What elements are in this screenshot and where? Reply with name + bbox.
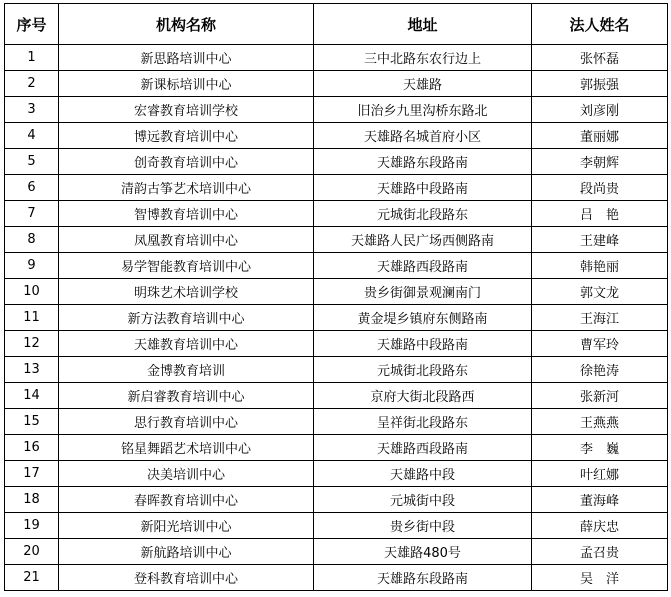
table-row: [5, 565, 668, 591]
legal-representative-cell: 郭振强: [532, 71, 668, 97]
row-index-cell: 13: [5, 357, 59, 383]
address-cell: 天雄路西段路南: [314, 435, 532, 461]
legal-representative-cell: 段尚贵: [532, 175, 668, 201]
legal-representative-cell: 徐艳涛: [532, 357, 668, 383]
institution-name-cell: 宏睿教育培训学校: [59, 97, 314, 123]
row-index-cell: 16: [5, 435, 59, 461]
row-index-cell: 20: [5, 539, 59, 565]
address-cell: 旧治乡九里沟桥东路北: [314, 97, 532, 123]
address-cell: 天雄路480号: [314, 539, 532, 565]
institution-name-cell: 思行教育培训中心: [59, 409, 314, 435]
row-index-cell: 21: [5, 565, 59, 591]
table-row: [5, 487, 668, 513]
row-index-cell: 9: [5, 253, 59, 279]
address-cell: 呈祥街北段路东: [314, 409, 532, 435]
institution-name-cell: 新启睿教育培训中心: [59, 383, 314, 409]
table-body: [5, 45, 668, 591]
institution-name-cell: 天雄教育培训中心: [59, 331, 314, 357]
legal-representative-cell: 吴 洋: [532, 565, 668, 591]
address-cell: 天雄路人民广场西侧路南: [314, 227, 532, 253]
row-index-cell: 15: [5, 409, 59, 435]
legal-representative-cell: 张新河: [532, 383, 668, 409]
table-row: [5, 305, 668, 331]
legal-representative-cell: 董丽娜: [532, 123, 668, 149]
row-index-cell: 10: [5, 279, 59, 305]
institution-name-cell: 新航路培训中心: [59, 539, 314, 565]
legal-representative-cell: 孟召贵: [532, 539, 668, 565]
table-row: [5, 201, 668, 227]
row-index-cell: 11: [5, 305, 59, 331]
legal-representative-cell: 吕 艳: [532, 201, 668, 227]
address-cell: 贵乡街御景观澜南门: [314, 279, 532, 305]
address-cell: 天雄路中段路南: [314, 331, 532, 357]
document-wrapper: [4, 3, 667, 591]
legal-representative-cell: 曹军玲: [532, 331, 668, 357]
row-index-cell: 19: [5, 513, 59, 539]
table-row: [5, 279, 668, 305]
address-cell: 天雄路西段路南: [314, 253, 532, 279]
legal-representative-cell: 刘彦刚: [532, 97, 668, 123]
legal-representative-cell: 张怀磊: [532, 45, 668, 71]
institution-name-cell: 新方法教育培训中心: [59, 305, 314, 331]
table-row: [5, 383, 668, 409]
institution-name-cell: 新课标培训中心: [59, 71, 314, 97]
institution-name-cell: 决美培训中心: [59, 461, 314, 487]
institution-name-cell: 春晖教育培训中心: [59, 487, 314, 513]
row-index-cell: 2: [5, 71, 59, 97]
table-header: [5, 4, 668, 45]
legal-representative-cell: 郭文龙: [532, 279, 668, 305]
address-cell: 黄金堤乡镇府东侧路南: [314, 305, 532, 331]
table-row: [5, 45, 668, 71]
institution-name-cell: 明珠艺术培训学校: [59, 279, 314, 305]
table-row: [5, 435, 668, 461]
legal-representative-cell: 王海江: [532, 305, 668, 331]
legal-representative-cell: 薛庆忠: [532, 513, 668, 539]
legal-representative-cell: 王燕燕: [532, 409, 668, 435]
legal-representative-cell: 叶红娜: [532, 461, 668, 487]
row-index-cell: 3: [5, 97, 59, 123]
institution-name-cell: 金博教育培训: [59, 357, 314, 383]
row-index-cell: 8: [5, 227, 59, 253]
table-row: [5, 513, 668, 539]
address-cell: 天雄路中段: [314, 461, 532, 487]
header-institution-name: 机构名称: [59, 4, 314, 45]
row-index-cell: 4: [5, 123, 59, 149]
row-index-cell: 1: [5, 45, 59, 71]
address-cell: 天雄路中段路南: [314, 175, 532, 201]
table-row: [5, 227, 668, 253]
address-cell: 贵乡街中段: [314, 513, 532, 539]
header-legal-representative: 法人姓名: [532, 4, 668, 45]
table-row: [5, 539, 668, 565]
address-cell: 元城街北段路东: [314, 357, 532, 383]
institution-name-cell: 创奇教育培训中心: [59, 149, 314, 175]
legal-representative-cell: 韩艳丽: [532, 253, 668, 279]
table-row: [5, 97, 668, 123]
legal-representative-cell: 王建峰: [532, 227, 668, 253]
institution-name-cell: 易学智能教育培训中心: [59, 253, 314, 279]
legal-representative-cell: 李朝辉: [532, 149, 668, 175]
institution-name-cell: 凤凰教育培训中心: [59, 227, 314, 253]
address-cell: 天雄路东段路南: [314, 149, 532, 175]
institution-name-cell: 清韵古筝艺术培训中心: [59, 175, 314, 201]
address-cell: 三中北路东农行边上: [314, 45, 532, 71]
row-index-cell: 18: [5, 487, 59, 513]
address-cell: 天雄路: [314, 71, 532, 97]
table-row: [5, 461, 668, 487]
institution-name-cell: 登科教育培训中心: [59, 565, 314, 591]
table-row: [5, 357, 668, 383]
table-row: [5, 123, 668, 149]
address-cell: 元城街中段: [314, 487, 532, 513]
legal-representative-cell: 董海峰: [532, 487, 668, 513]
table-row: [5, 409, 668, 435]
address-cell: 天雄路名城首府小区: [314, 123, 532, 149]
legal-representative-cell: 李 巍: [532, 435, 668, 461]
institution-name-cell: 铭星舞蹈艺术培训中心: [59, 435, 314, 461]
institution-name-cell: 新阳光培训中心: [59, 513, 314, 539]
row-index-cell: 5: [5, 149, 59, 175]
table-row: [5, 175, 668, 201]
row-index-cell: 7: [5, 201, 59, 227]
address-cell: 京府大街北段路西: [314, 383, 532, 409]
header-address: 地址: [314, 4, 532, 45]
training-institutions-table: [4, 3, 668, 591]
table-row: [5, 331, 668, 357]
table-row: [5, 253, 668, 279]
row-index-cell: 6: [5, 175, 59, 201]
table-row: [5, 71, 668, 97]
row-index-cell: 12: [5, 331, 59, 357]
address-cell: 元城街北段路东: [314, 201, 532, 227]
institution-name-cell: 智博教育培训中心: [59, 201, 314, 227]
address-cell: 天雄路东段路南: [314, 565, 532, 591]
table-row: [5, 149, 668, 175]
row-index-cell: 14: [5, 383, 59, 409]
institution-name-cell: 新思路培训中心: [59, 45, 314, 71]
row-index-cell: 17: [5, 461, 59, 487]
header-row: [5, 4, 668, 45]
institution-name-cell: 博远教育培训中心: [59, 123, 314, 149]
header-index: 序号: [5, 4, 59, 45]
